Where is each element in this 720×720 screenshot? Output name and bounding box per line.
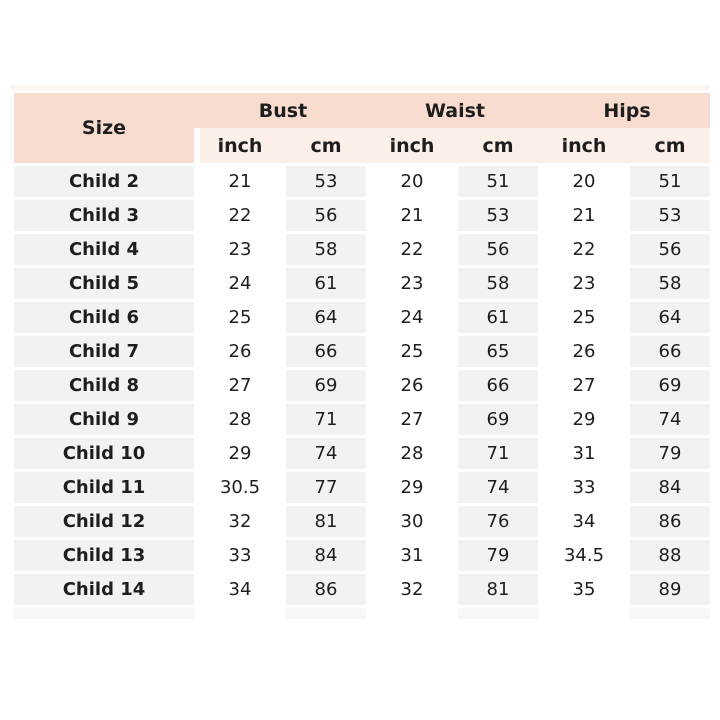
table-row — [14, 574, 710, 605]
header-group-bust: Bust — [258, 99, 308, 122]
table-bottom-remnant — [14, 608, 710, 619]
waist-cm-cell: 66 — [458, 370, 538, 401]
waist-cm-cell: 56 — [458, 234, 538, 265]
waist-cm-cell: 58 — [458, 268, 538, 299]
hips-inch-cell: 35 — [544, 574, 624, 605]
waist-cm-cell: 74 — [458, 472, 538, 503]
hips-cm-cell: 74 — [630, 404, 710, 435]
row-size-label: Child 7 — [14, 336, 194, 367]
waist-cm-cell: 79 — [458, 540, 538, 571]
waist-cm-cell: 53 — [458, 200, 538, 231]
waist-cm-cell: 65 — [458, 336, 538, 367]
bust-inch-cell: 23 — [200, 234, 280, 265]
header-hips-inch-label: inch — [561, 134, 607, 157]
remnant-inch-cell — [200, 608, 280, 619]
table-row — [14, 370, 710, 401]
bust-cm-cell: 56 — [286, 200, 366, 231]
hips-inch-cell: 21 — [544, 200, 624, 231]
size-column-label: Size — [81, 117, 127, 139]
header-size-cell — [14, 93, 194, 163]
hips-cm-cell: 88 — [630, 540, 710, 571]
waist-inch-cell: 27 — [372, 404, 452, 435]
waist-inch-cell: 21 — [372, 200, 452, 231]
row-size-label: Child 4 — [14, 234, 194, 265]
hips-inch-cell: 25 — [544, 302, 624, 333]
hips-inch-cell: 29 — [544, 404, 624, 435]
hips-inch-cell: 34.5 — [544, 540, 624, 571]
table-row — [14, 540, 710, 571]
bust-inch-cell: 22 — [200, 200, 280, 231]
row-size-label: Child 12 — [14, 506, 194, 537]
waist-inch-cell: 29 — [372, 472, 452, 503]
row-size-label: Child 11 — [14, 472, 194, 503]
table-row — [14, 234, 710, 265]
remnant-size-cell — [14, 608, 194, 619]
bust-inch-cell: 29 — [200, 438, 280, 469]
header-group-waist: Waist — [424, 99, 485, 122]
row-size-label: Child 3 — [14, 200, 194, 231]
hips-cm-cell: 58 — [630, 268, 710, 299]
table-row — [14, 506, 710, 537]
bust-cm-cell: 69 — [286, 370, 366, 401]
bust-inch-cell: 26 — [200, 336, 280, 367]
header-groups — [200, 93, 710, 128]
table-top-edge — [10, 85, 710, 90]
waist-inch-cell: 26 — [372, 370, 452, 401]
table-row — [14, 166, 710, 197]
bust-inch-cell: 25 — [200, 302, 280, 333]
bust-cm-cell: 74 — [286, 438, 366, 469]
waist-cm-cell: 69 — [458, 404, 538, 435]
table-header — [14, 93, 710, 163]
row-size-label: Child 8 — [14, 370, 194, 401]
bust-inch-cell: 30.5 — [200, 472, 280, 503]
hips-inch-cell: 27 — [544, 370, 624, 401]
table-row — [14, 268, 710, 299]
waist-cm-cell: 71 — [458, 438, 538, 469]
waist-cm-cell: 76 — [458, 506, 538, 537]
waist-inch-cell: 23 — [372, 268, 452, 299]
remnant-cm-cell — [458, 608, 538, 619]
row-size-label: Child 10 — [14, 438, 194, 469]
remnant-inch-cell — [544, 608, 624, 619]
hips-inch-cell: 26 — [544, 336, 624, 367]
hips-cm-cell: 86 — [630, 506, 710, 537]
hips-inch-cell: 31 — [544, 438, 624, 469]
bust-inch-cell: 33 — [200, 540, 280, 571]
table-row — [14, 336, 710, 367]
bust-inch-cell: 21 — [200, 166, 280, 197]
row-size-label: Child 5 — [14, 268, 194, 299]
row-size-label: Child 6 — [14, 302, 194, 333]
bust-cm-cell: 58 — [286, 234, 366, 265]
bust-cm-cell: 53 — [286, 166, 366, 197]
hips-cm-cell: 84 — [630, 472, 710, 503]
header-sub-labels — [200, 128, 710, 163]
hips-cm-cell: 69 — [630, 370, 710, 401]
bust-inch-cell: 24 — [200, 268, 280, 299]
bust-cm-cell: 77 — [286, 472, 366, 503]
bust-cm-cell: 66 — [286, 336, 366, 367]
waist-inch-cell: 24 — [372, 302, 452, 333]
remnant-inch-cell — [372, 608, 452, 619]
waist-cm-cell: 81 — [458, 574, 538, 605]
header-waist-inch-label: inch — [389, 134, 435, 157]
row-size-label: Child 13 — [14, 540, 194, 571]
remnant-cm-cell — [630, 608, 710, 619]
hips-cm-cell: 53 — [630, 200, 710, 231]
table-row — [14, 438, 710, 469]
waist-inch-cell: 20 — [372, 166, 452, 197]
bust-cm-cell: 61 — [286, 268, 366, 299]
row-size-label: Child 14 — [14, 574, 194, 605]
header-waist-cm-label: cm — [482, 134, 514, 157]
table-row — [14, 302, 710, 333]
bust-cm-cell: 86 — [286, 574, 366, 605]
header-bust-cm-label: cm — [310, 134, 342, 157]
row-size-label: Child 2 — [14, 166, 194, 197]
size-chart-table — [14, 93, 710, 619]
table-body — [14, 166, 710, 605]
bust-inch-cell: 32 — [200, 506, 280, 537]
waist-inch-cell: 28 — [372, 438, 452, 469]
bust-inch-cell: 34 — [200, 574, 280, 605]
hips-inch-cell: 20 — [544, 166, 624, 197]
hips-cm-cell: 79 — [630, 438, 710, 469]
bust-cm-cell: 81 — [286, 506, 366, 537]
hips-inch-cell: 22 — [544, 234, 624, 265]
hips-inch-cell: 34 — [544, 506, 624, 537]
hips-cm-cell: 56 — [630, 234, 710, 265]
header-hips-cm-label: cm — [654, 134, 686, 157]
hips-inch-cell: 33 — [544, 472, 624, 503]
waist-cm-cell: 51 — [458, 166, 538, 197]
hips-cm-cell: 51 — [630, 166, 710, 197]
waist-inch-cell: 22 — [372, 234, 452, 265]
waist-inch-cell: 31 — [372, 540, 452, 571]
header-group-hips: Hips — [603, 99, 651, 122]
bust-cm-cell: 71 — [286, 404, 366, 435]
table-row — [14, 404, 710, 435]
table-row — [14, 472, 710, 503]
row-size-label: Child 9 — [14, 404, 194, 435]
bust-cm-cell: 84 — [286, 540, 366, 571]
hips-cm-cell: 64 — [630, 302, 710, 333]
remnant-cm-cell — [286, 608, 366, 619]
header-bust-inch-label: inch — [217, 134, 263, 157]
hips-cm-cell: 66 — [630, 336, 710, 367]
waist-cm-cell: 61 — [458, 302, 538, 333]
table-row — [14, 200, 710, 231]
bust-inch-cell: 28 — [200, 404, 280, 435]
hips-cm-cell: 89 — [630, 574, 710, 605]
hips-inch-cell: 23 — [544, 268, 624, 299]
bust-cm-cell: 64 — [286, 302, 366, 333]
bust-inch-cell: 27 — [200, 370, 280, 401]
waist-inch-cell: 25 — [372, 336, 452, 367]
waist-inch-cell: 30 — [372, 506, 452, 537]
waist-inch-cell: 32 — [372, 574, 452, 605]
